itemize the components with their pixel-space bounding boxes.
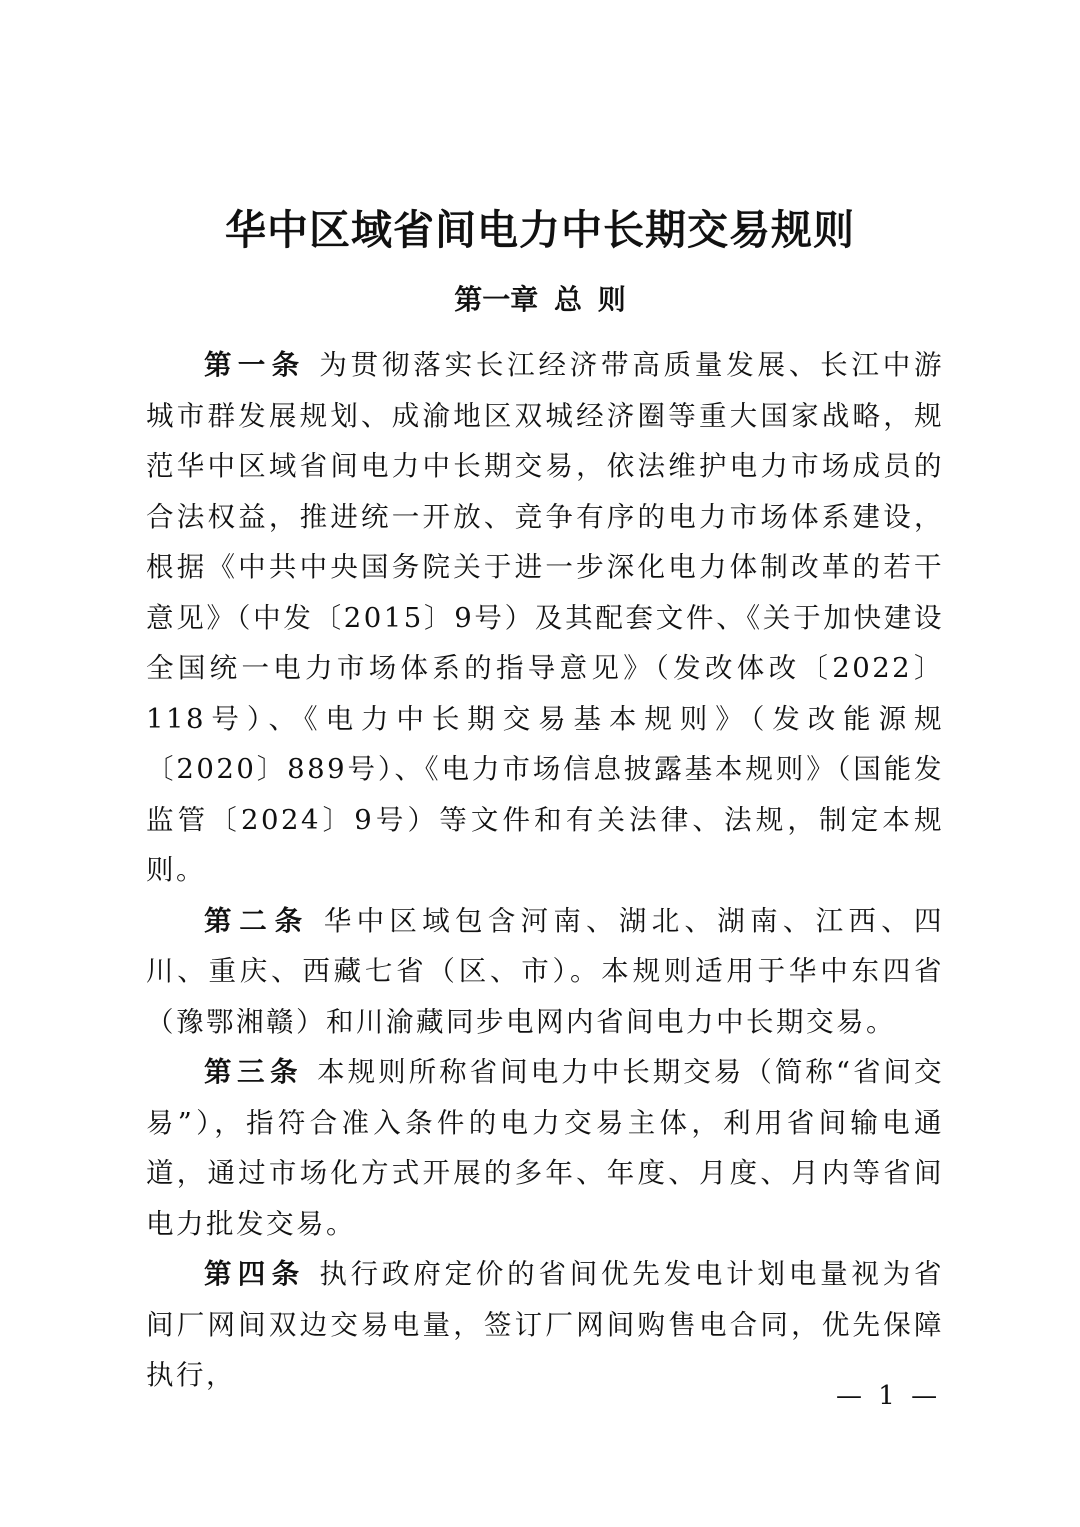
article-text: 本规则所称省间电力中长期交易（简称“省间交易”），指符合准入条件的电力交易主体，利用省间输电通道，通过市场化方式开展的多年、年度、月度、月内等省间电力批发交易。	[146, 1056, 944, 1240]
article-text: 华中区域包含河南、湖北、湖南、江西、四川、重庆、西藏七省（区、市）。本规则适用于华中东四省（豫鄂湘赣）和川渝藏同步电网内省间电力中长期交易。	[146, 904, 945, 1038]
article-number: 第二条	[204, 904, 310, 937]
page-number: — 1 —	[836, 1381, 942, 1411]
article-4	[146, 1249, 944, 1401]
article-number: 第四条	[204, 1258, 306, 1290]
article-number: 第三条	[204, 1056, 304, 1088]
article-number: 第一条	[204, 349, 306, 381]
document-title: 华中区域省间电力中长期交易规则	[225, 206, 855, 254]
document-body	[146, 340, 944, 1401]
article-text: 执行政府定价的省间优先发电计划电量视为省间厂网间双边交易电量，签订厂网间购售电合同，优先保障执行，	[146, 1258, 945, 1391]
chapter-title: 第一章 总 则	[454, 283, 626, 316]
article-2	[146, 896, 944, 1048]
article-1	[146, 340, 944, 896]
article-text: 为贯彻落实长江经济带高质量发展、长江中游城市群发展规划、成渝地区双城经济圈等重大国家战略，规范华中区域省间电力中长期交易，依法维护电力市场成员的合法权益，推进统一开放、竞争有序的电力市场体系建设，根据《中共中央国务院关于进一步深化电力体制改革的若干意见》（中发〔2015〕9号）及其配套文件、《关于加快建设全国统一电力市场体系的指导意见》（发改体改〔2022〕118号）、《电力中长期交易基本规则》（发改能源规〔2020〕889号）、《电力市场信息披露基本规则》（国能发监管〔2024〕9号）等文件和有关法律、法规，制定本规则。	[146, 349, 945, 886]
article-3	[146, 1047, 944, 1249]
